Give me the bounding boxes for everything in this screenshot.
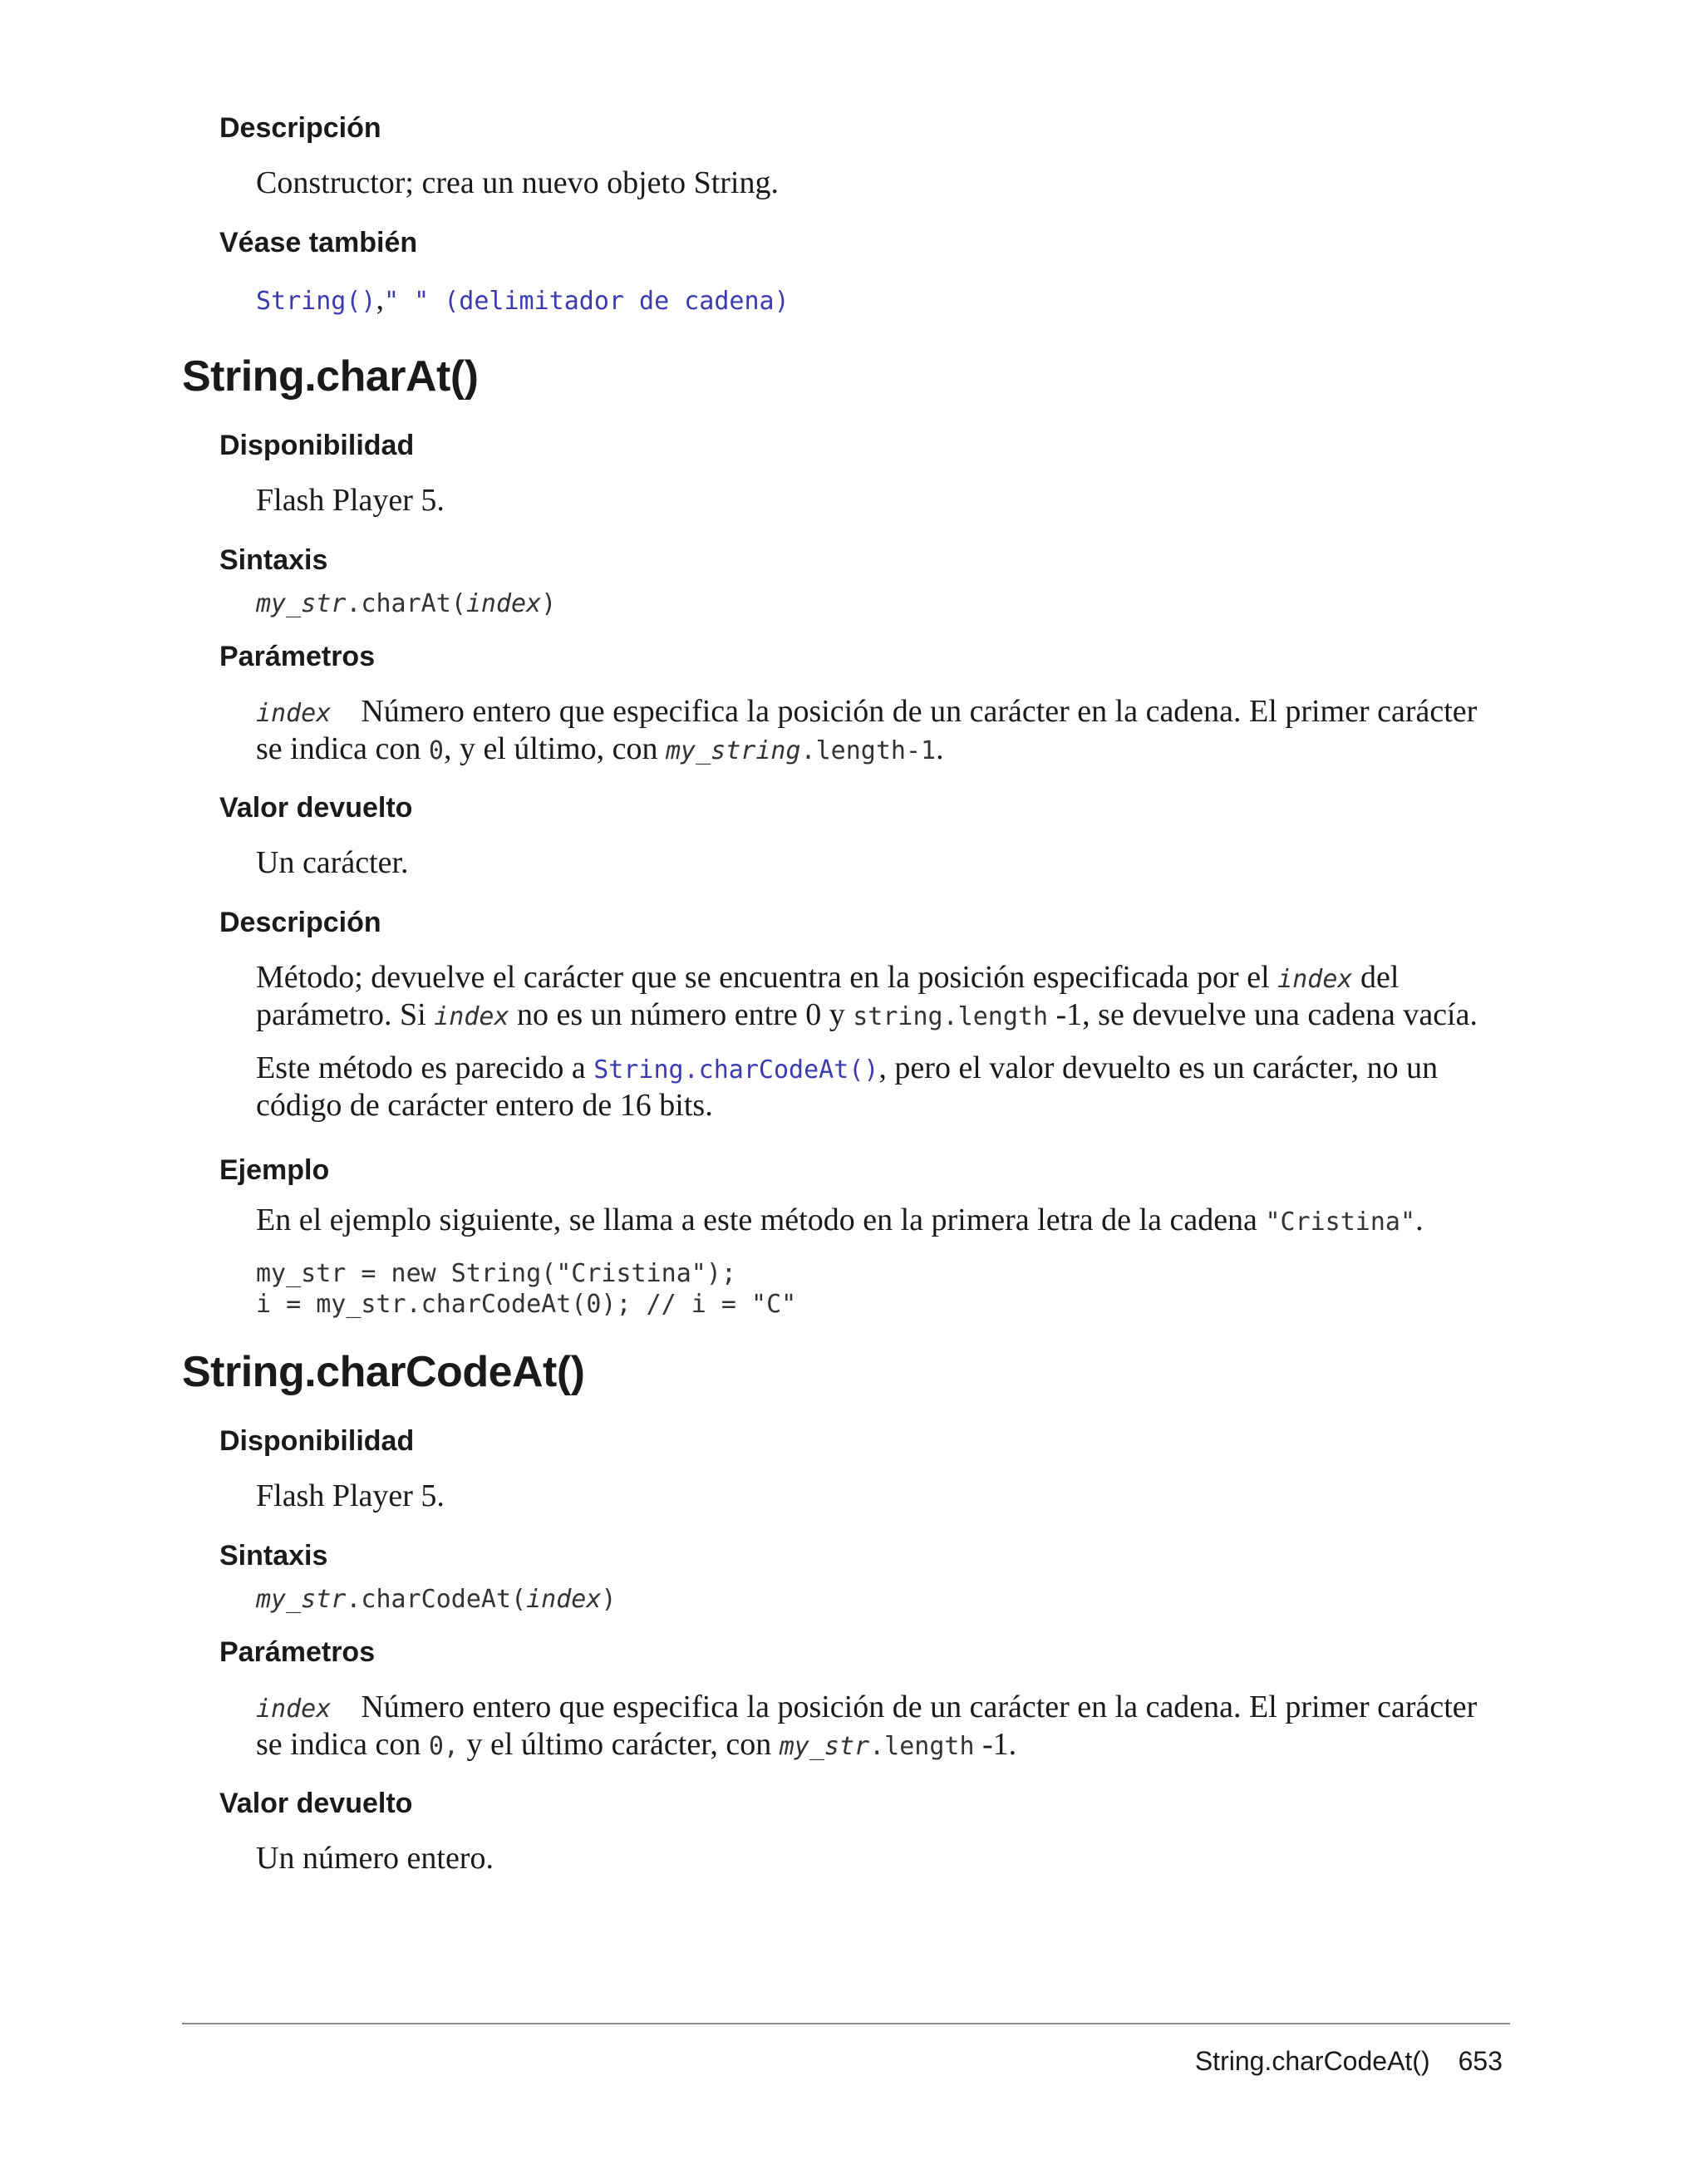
charat-availability-text: Flash Player 5.	[256, 483, 445, 518]
charat-desc2-code: string.length	[853, 1002, 1049, 1031]
charcodeat-param-object: my_str	[779, 1732, 870, 1761]
see-also-link-delimiter[interactable]: " " (delimitador de cadena)	[384, 287, 790, 316]
charcodeat-syntax-param: index	[526, 1585, 602, 1614]
charat-param-name: index	[256, 699, 332, 728]
charat-param-object: my_string	[665, 736, 801, 765]
charcodeat-param-suffix: .length	[869, 1732, 975, 1761]
charat-desc3-b: , pero el valor devuelto es un carácter, no un	[878, 1050, 1439, 1085]
charcodeat-param-text-2a: se indica con	[256, 1727, 429, 1762]
charat-desc2-a: parámetro. Si	[256, 997, 435, 1032]
charat-desc3-link[interactable]: String.charCodeAt()	[593, 1055, 879, 1085]
charat-title: String.charAt()	[182, 352, 479, 401]
charcodeat-param-zero: 0,	[428, 1732, 459, 1761]
charat-param-text-1: Número entero que especifica la posición de un carácter en la cadena. El primer carácter	[361, 694, 1478, 729]
charat-code-block	[256, 1258, 796, 1320]
charat-syntax	[256, 583, 1519, 622]
footer-title: String.charCodeAt()	[1194, 2046, 1430, 2076]
charat-syntax-heading: Sintaxis	[219, 544, 328, 576]
see-also-heading: Véase también	[219, 227, 418, 258]
charat-example-a: En el ejemplo siguiente, se llama a este método en la primera letra de la cadena	[256, 1203, 1266, 1237]
charcodeat-syntax-method: .charCodeAt(	[346, 1585, 527, 1614]
charat-syntax-param: index	[465, 589, 542, 618]
charat-desc1-a: Método; devuelve el carácter que se encuentra en la posición especificada por el	[256, 960, 1278, 995]
charat-syntax-object: my_str	[256, 589, 347, 618]
see-also-link-string[interactable]: String()	[256, 287, 376, 316]
charat-desc-line-2	[256, 996, 1519, 1035]
charcodeat-param-text-1: Número entero que especifica la posición de un carácter en la cadena. El primer carácter	[361, 1690, 1478, 1724]
description-heading: Descripción	[219, 112, 381, 144]
charat-example-end: .	[1415, 1203, 1424, 1237]
charat-desc1-b: del	[1352, 960, 1399, 995]
charat-param-line-1	[256, 693, 1519, 732]
charat-desc2-b: no es un número entre 0 y	[509, 997, 853, 1032]
charcodeat-param-line-2	[256, 1726, 1519, 1765]
charat-syntax-close: )	[541, 589, 557, 618]
charat-param-zero: 0	[428, 736, 444, 765]
charcodeat-availability-text: Flash Player 5.	[256, 1478, 445, 1513]
charat-desc-line-3	[256, 1050, 1519, 1089]
charcodeat-param-text-2b: y el último carácter, con	[459, 1727, 780, 1762]
charat-desc3-a: Este método es parecido a	[256, 1050, 594, 1085]
charcodeat-syntax-close: )	[601, 1585, 617, 1614]
charat-param-text-2b: , y el último, con	[443, 731, 666, 766]
charat-syntax-method: .charAt(	[346, 589, 466, 618]
charat-availability-heading: Disponibilidad	[219, 430, 415, 461]
charat-return-heading: Valor devuelto	[219, 792, 413, 824]
charat-desc2-c: -1, se devuelve una cadena vacía.	[1048, 997, 1478, 1032]
charat-return-text: Un carácter.	[256, 845, 409, 880]
charat-example-code: "Cristina"	[1265, 1208, 1416, 1237]
charcodeat-return-text: Un número entero.	[256, 1841, 494, 1876]
charcodeat-availability-heading: Disponibilidad	[219, 1425, 415, 1457]
see-also-separator: ,	[376, 282, 384, 317]
charcodeat-params-heading: Parámetros	[219, 1636, 376, 1668]
page-number: 653	[1458, 2046, 1503, 2076]
charat-param-line-2	[256, 730, 1519, 770]
see-also-links	[256, 281, 1519, 320]
charcodeat-return-heading: Valor devuelto	[219, 1788, 413, 1819]
charat-param-suffix: .length-1	[800, 736, 937, 765]
charat-desc-line-1	[256, 959, 1519, 998]
charat-description-heading: Descripción	[219, 907, 381, 938]
charcodeat-syntax-heading: Sintaxis	[219, 1540, 328, 1572]
charcodeat-syntax-object: my_str	[256, 1585, 347, 1614]
charcodeat-title: String.charCodeAt()	[182, 1348, 585, 1396]
charcodeat-syntax	[256, 1579, 1519, 1618]
charat-example-text	[256, 1202, 1519, 1241]
charat-params-heading: Parámetros	[219, 641, 376, 672]
page-footer	[1195, 2044, 1503, 2078]
charat-param-text-2a: se indica con	[256, 731, 429, 766]
charat-code-line-2: i = my_str.charCodeAt(0); // i = "C"	[256, 1290, 797, 1319]
charat-example-heading: Ejemplo	[219, 1154, 330, 1186]
charcodeat-param-line-1	[256, 1689, 1519, 1728]
charat-desc2-index: index	[434, 1002, 509, 1031]
charcodeat-param-name: index	[256, 1695, 332, 1724]
charat-desc-line-4: código de carácter entero de 16 bits.	[256, 1088, 713, 1123]
description-text: Constructor; crea un nuevo objeto String.	[256, 165, 779, 200]
charat-desc1-index: index	[1277, 965, 1353, 994]
charcodeat-param-end: -1.	[974, 1727, 1017, 1762]
footer-divider	[182, 2023, 1510, 2024]
charat-code-line-1: my_str = new String("Cristina");	[256, 1259, 736, 1288]
charat-param-end: .	[936, 731, 944, 766]
